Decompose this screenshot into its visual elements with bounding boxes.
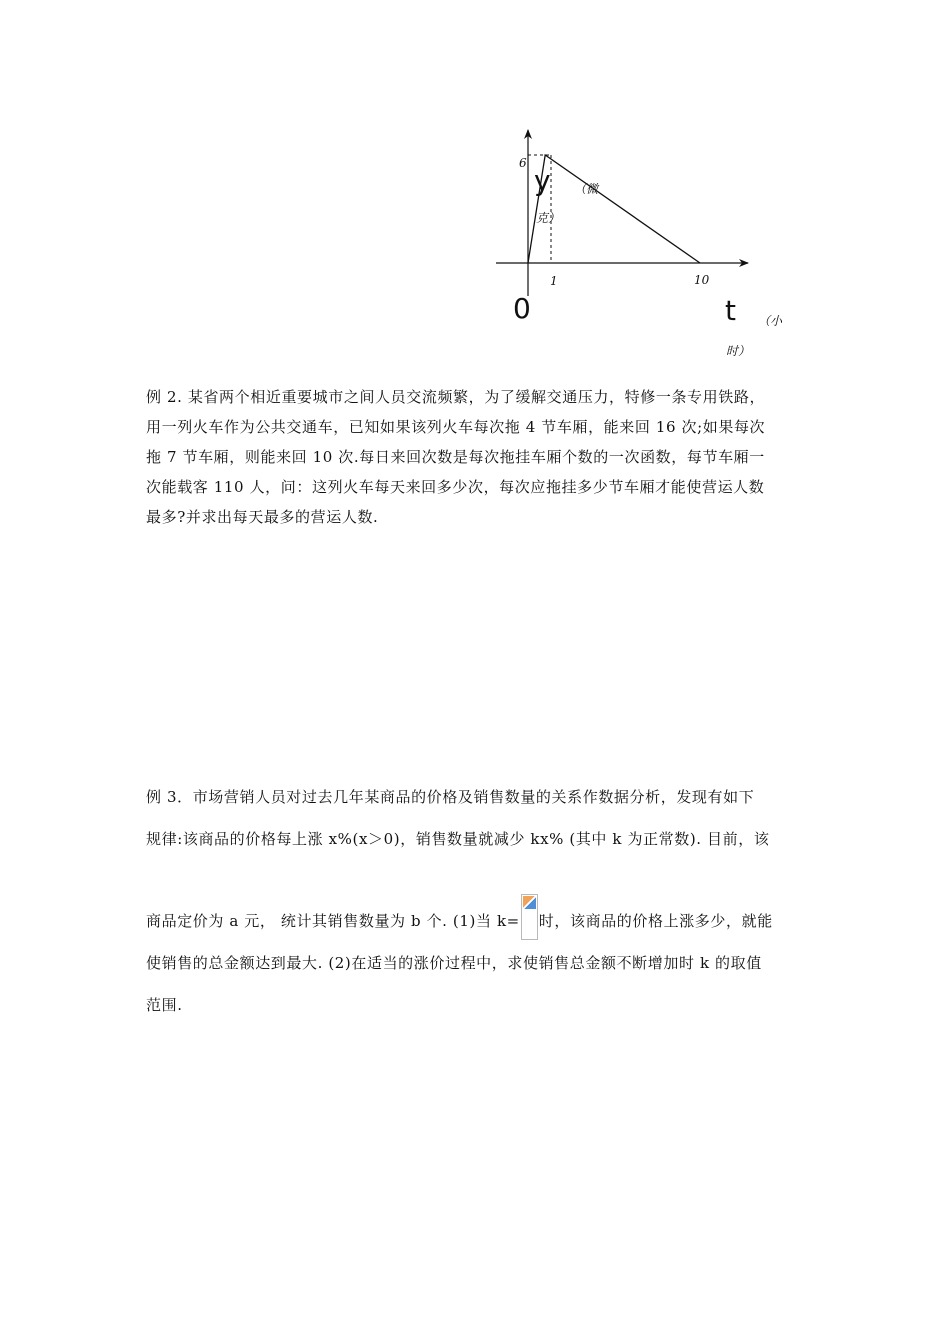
example-2-line-4: 次能载客 110 人，问：这列火车每天来回多少次，每次应拖挂多少节车厢才能使营运人数 [146, 478, 765, 496]
example-2-line-5: 最多?并求出每天最多的营运人数. [146, 508, 379, 526]
x-unit-label-part2: 时） [726, 344, 751, 358]
concentration-graph [490, 128, 790, 368]
example-3-line-1: 例 3．市场营销人员对过去几年某商品的价格及销售数量的关系作数据分析，发现有如下 [146, 788, 755, 806]
x-axis-label: t [725, 294, 736, 327]
example-3-line-3-after: 时，该商品的价格上涨多少，就能 [538, 912, 773, 930]
example-3-line-5: 范围. [146, 996, 183, 1014]
example-3-line-3-before: 商品定价为 a 元， 统计其销售数量为 b 个. (1)当 k= [146, 912, 520, 930]
image-thumbnail-icon [523, 896, 536, 909]
origin-label: 0 [513, 292, 531, 325]
example-2-paragraph [146, 382, 810, 532]
x-tick-1: 1 [550, 274, 558, 288]
y-tick-6: 6 [519, 156, 527, 170]
x-tick-10: 10 [694, 273, 710, 287]
example-3-line-3 [146, 894, 810, 930]
example-3-line-4: 使销售的总金额达到最大. (2)在适当的涨价过程中，求使销售总金额不断增加时 k 的取值 [146, 954, 762, 972]
example-3-line-2: 规律:该商品的价格每上涨 x%(x＞0)，销售数量就减少 kx% (其中 k 为正常数). 目前，该 [146, 830, 770, 848]
example-3-paragraph [146, 782, 810, 1020]
y-unit-label-part1: （微 [574, 182, 599, 196]
y-unit-label-part2: 克） [536, 211, 561, 225]
broken-image-icon [521, 894, 538, 940]
x-unit-label-part1: （小 [758, 314, 783, 328]
example-2-line-1: 例 2. 某省两个相近重要城市之间人员交流频繁，为了缓解交通压力，特修一条专用铁路， [146, 388, 766, 406]
example-2-line-3: 拖 7 节车厢，则能来回 10 次.每日来回次数是每次拖挂车厢个数的一次函数，每节车厢一 [146, 448, 765, 466]
y-axis-label: y [534, 164, 551, 197]
example-2-line-2: 用一列火车作为公共交通车，已知如果该列火车每次拖 4 节车厢，能来回 16 次;如果每次 [146, 418, 766, 436]
